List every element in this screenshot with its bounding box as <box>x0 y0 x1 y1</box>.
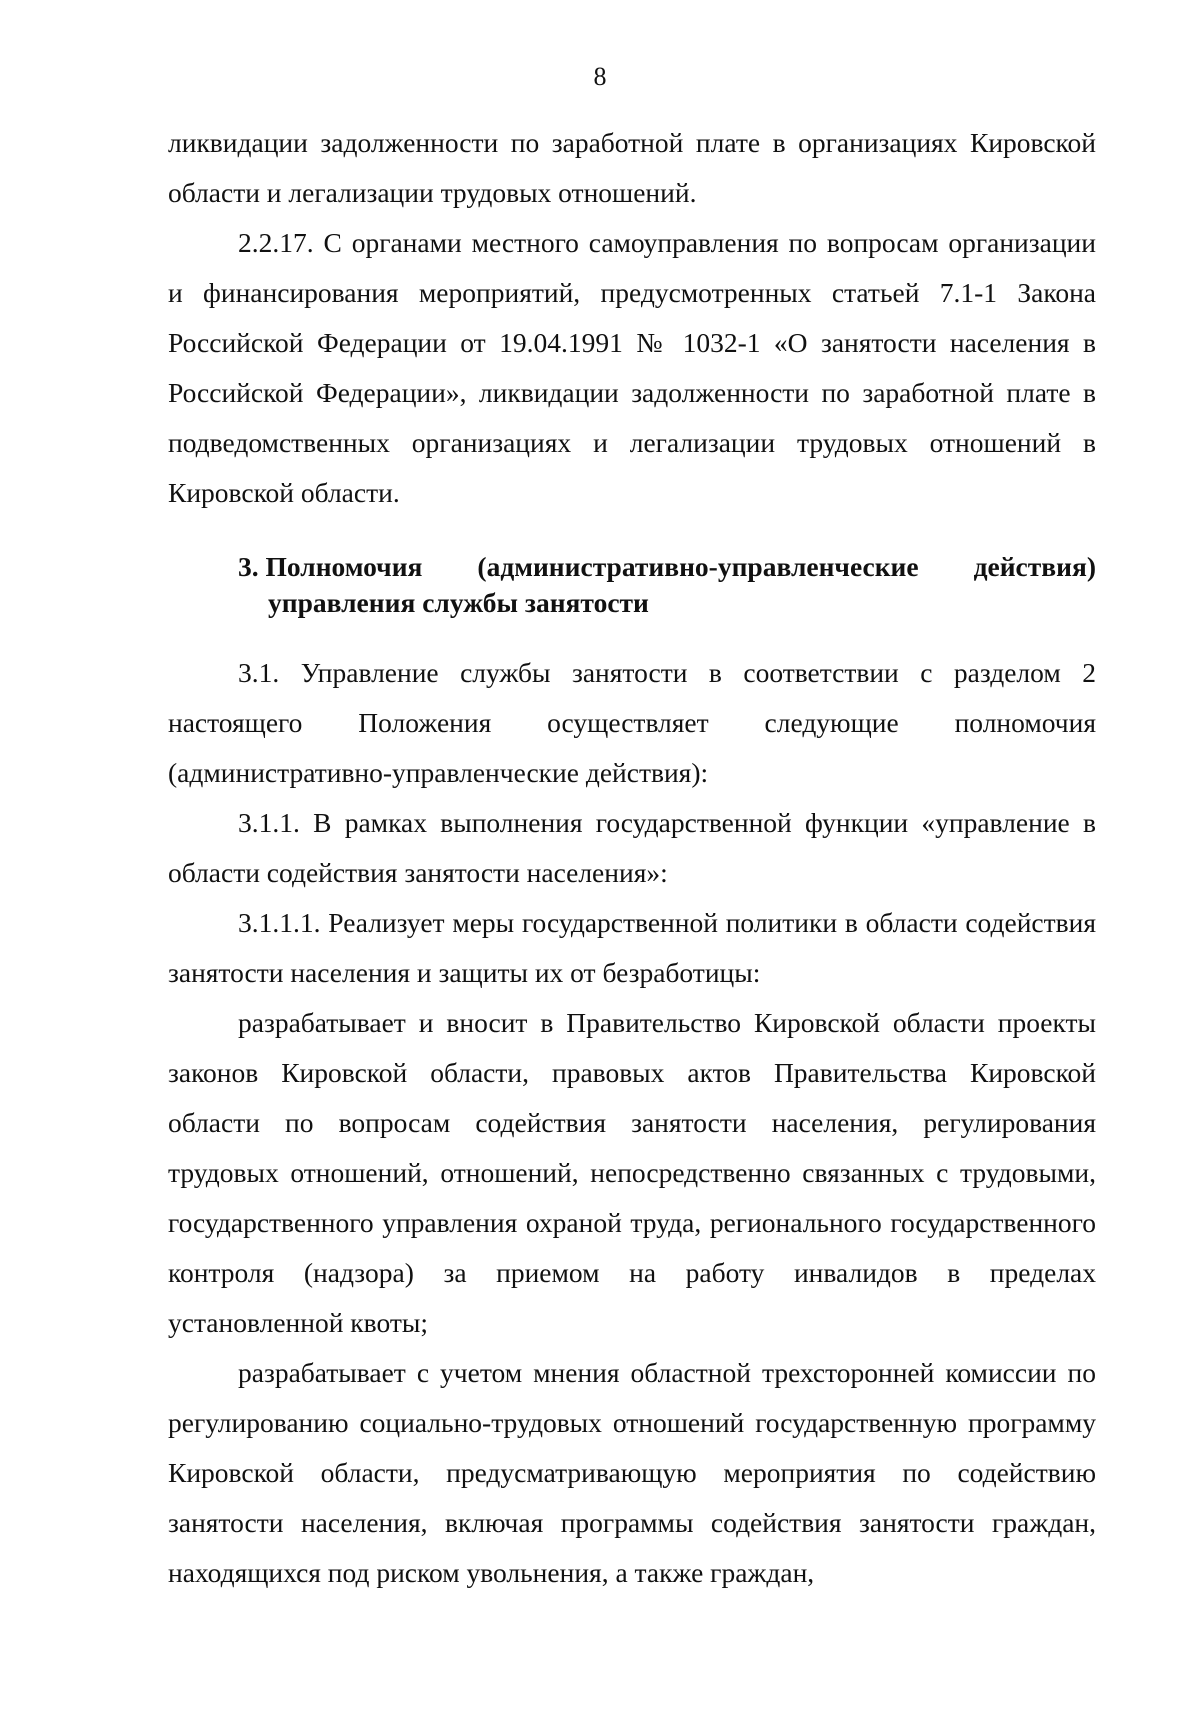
paragraph: 3.1. Управление службы занятости в соответствии с разделом 2 настоящего Положения осуществляет следующие полномочия (административно-управленческие действия): <box>168 657 1096 788</box>
paragraph: 3.1.1. В рамках выполнения государственной функции «управление в области содействия занятости населения»: <box>168 807 1096 888</box>
section-heading <box>238 549 1096 621</box>
section-heading-word: (административно-управленческие <box>477 551 919 582</box>
section-heading-word: действия) <box>973 551 1096 582</box>
section-heading-word: Полномочия <box>265 551 423 582</box>
section-number: 3. <box>238 551 259 582</box>
paragraph: разрабатывает с учетом мнения областной трехсторонней комиссии по регулированию социально-трудовых отношений государственную программу Кировской области, предусматривающую мероприятия по содействию занятости населения, включая программы содействия занятости граждан, находящихся под риском увольнения, а также граждан, <box>168 1357 1096 1588</box>
paragraph: ликвидации задолженности по заработной плате в организациях Кировской области и легализации трудовых отношений. <box>168 127 1096 208</box>
page-number: 8 <box>593 62 607 91</box>
paragraph: разрабатывает и вносит в Правительство Кировской области проекты законов Кировской области, правовых актов Правительства Кировской области по вопросам содействия занятости населения, регулирования трудовых отношений, отношений, непосредственно связанных с трудовыми, государственного управления охраной труда, регионального государственного контроля (надзора) за приемом на работу инвалидов в пределах установленной квоты; <box>168 1007 1096 1338</box>
document-body <box>168 118 1096 1598</box>
paragraph: 2.2.17. С органами местного самоуправления по вопросам организации и финансирования мероприятий, предусмотренных статьей 7.1-1 Закона Российской Федерации от 19.04.1991 № 1032-1 «О занятости населения в Российской Федерации», ликвидации задолженности по заработной плате в подведомственных организациях и легализации трудовых отношений в Кировской области. <box>168 227 1096 508</box>
section-heading-line-1 <box>238 549 1096 585</box>
paragraph: 3.1.1.1. Реализует меры государственной политики в области содействия занятости населения и защиты их от безработицы: <box>168 907 1096 988</box>
section-heading-line-2: управления службы занятости <box>268 587 649 618</box>
